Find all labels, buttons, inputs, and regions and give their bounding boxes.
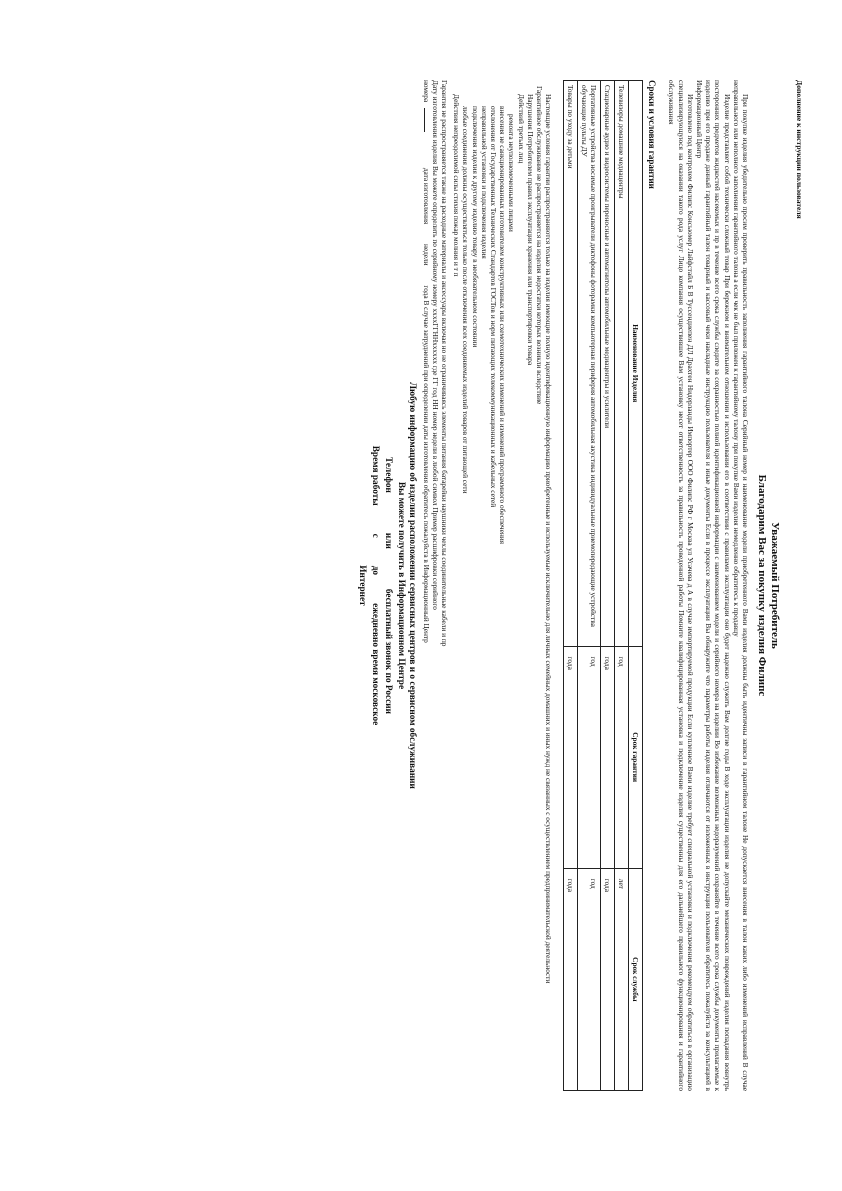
exclusions-note: Гарантия не распространяется также на расходные материалы и аксессуары включая но не ограничиваясь элементы питания батарейки наушники чехлы соединительные кабели и пр — [439, 80, 449, 647]
from-label: с — [370, 533, 381, 538]
manufacture-date-note: Дату изготовления изделия Вы можете определить по серийному номеру xxxxГГННxxxxxx где ГГ год НН номер недели в любой символ Пример расшифровки серийного — [430, 80, 440, 610]
terms-line: Действия непреодолимой силы стихия пожар молния и т п — [452, 94, 462, 277]
column-header-name: Наименование Изделия — [629, 81, 643, 647]
terms-line: Гарантийное обслуживание не распространяется на изделия недостатки которых возникли вследствие — [534, 86, 544, 405]
table-header-row — [629, 81, 643, 1091]
info-subheading: Вы можете получить в Информационном Центре — [396, 481, 407, 690]
phone-line — [382, 80, 393, 1091]
warranty-term-cell: года — [564, 646, 578, 868]
product-name-cell: Портативные устройства носимые проигрыватели диктофоны фоторамки компьютерная периферия автомобильная акустика индивидуальные приемопередающие устройства обучающие пульты ДУ — [578, 81, 601, 647]
hours-line — [369, 80, 380, 1091]
thanks-heading: Благодарим Вас за покупку изделия Филипс — [756, 474, 768, 697]
internet-line — [356, 80, 367, 1091]
blank-field — [424, 108, 431, 132]
warranty-section-title: Сроки и условия гарантии — [647, 80, 658, 189]
supplement-label: Дополнение к инструкции пользователя — [795, 80, 804, 219]
warranty-term-cell: год — [578, 646, 601, 868]
terms-line: неправильной установки и подключения изделия — [479, 106, 489, 259]
warranty-term-cell: года — [601, 646, 615, 868]
product-name-cell: Телевизоры домашние медиацентры — [615, 81, 629, 647]
greeting-heading: Уважаемый Потребитель — [769, 522, 781, 649]
to-label: до — [370, 565, 381, 576]
warranty-term-cell: год — [615, 646, 629, 868]
table-row — [578, 81, 601, 1091]
table-row — [615, 81, 629, 1091]
terms-line: отклонения от Государственных Технических Стандартов ГОСТов и норм питающих телекоммуникационных и кабельных сетей — [488, 106, 498, 508]
service-life-cell: год — [578, 868, 601, 1090]
year-note: года В случае затруднений при определении даты изготовления обратитесь пожалуйста в Информационный Центр — [421, 285, 431, 643]
warranty-terms — [452, 80, 553, 1091]
or-label: или — [383, 532, 394, 549]
date-label: дата изготовления — [421, 167, 431, 225]
terms-line: подключения изделия к другому изделию товару в необязательном состоянии — [470, 106, 480, 348]
info-heading: Любую информацию об изделии расположении сервисных центров и о сервисном обслуживании — [407, 382, 418, 789]
column-header-service: Срок службы — [629, 868, 643, 1090]
serial-example-line — [421, 80, 430, 1091]
internet-label: Интернет — [357, 565, 368, 606]
intro-paragraph: Изготовлено под контролем Филипс Консьюмер Лайфстайл Б В Туссендиепен ДЛ Драхтен Нидерланды Импортер ООО Филипс РФ г Москва ул Усачева д А в случае импортируемой продукции Если купленное Вами изделие требует специальной установки и подключения рекомендуем обратиться в организацию специализирующуюся на оказании такого рода услуг Лицо компания осуществившее Вам установку несет ответственность за правильность проведенной работы Помните квалифицированная установка и подключение изделия существенны для его дальнейшего правильного функционирования и гарантийного обслуживания — [667, 80, 695, 1091]
intro-paragraph: При покупке изделия убедительно просим проверить правильность заполнения гарантийного талона Серийный номер и наименование модели приобретенного Вами изделия должны быть идентичны записи в гарантийном талоне Не допускается внесения в талон каких либо изменений исправлений В случае неправильного или неполного заполнения гарантийного талона а если чек не был приложен к гарантийному талону при покупке Вами изделия немедленно обратитесь к продавцу — [731, 80, 750, 1091]
service-life-cell: года — [601, 868, 615, 1090]
weeks-label: недели — [421, 244, 431, 266]
column-header-warranty: Срок гарантии — [629, 646, 643, 868]
serial-label: номера — [421, 80, 431, 103]
terms-line: Действий третьих лиц — [516, 94, 526, 164]
terms-line: внесения не санкционированных изготовителем конструктивных или схемотехнических изменений и изменений программного обеспечения — [498, 106, 508, 544]
free-call-label: бесплатный звонок по России — [383, 588, 394, 714]
terms-line: ремонта неуполномоченными лицами — [507, 114, 517, 232]
hours-label: Время работы — [370, 445, 381, 506]
service-life-cell: года — [564, 868, 578, 1090]
service-life-cell: лет — [615, 868, 629, 1090]
product-name-cell: Стационарные аудио и видеосистемы переносные и автомагнитолы автомобильные медиацентры и усилители — [601, 81, 615, 647]
warranty-notes — [421, 80, 449, 1091]
terms-line: Нарушения Потребителем правил эксплуатации хранения или транспортировки товара — [525, 94, 535, 366]
product-name-cell: Товары по уходу за детьми — [564, 81, 578, 647]
terms-line: любые соединения должны осуществляться только после отключения всех соединяемых изделий товаров от питающей сети — [461, 106, 471, 494]
daily-label: ежедневно время московское — [370, 603, 381, 726]
warranty-table — [563, 80, 643, 1091]
intro-paragraph: Изделие представляет собой технически сложный товар При бережном и внимательном отношении и использовании его в соответствии с правилами эксплуатации оно будет надежно служить Вам долгие годы В ходе эксплуатации изделия не допускайте механических повреждений изделия попадания вовнутрь посторонних предметов жидкостей насекомых и пр в течение всего срока службы следите за сохранностью полной идентификационной информации с наименованием модели и серийного номера на изделии Во избежание возможных недоразумений сохраняйте в течение всего срока службы документы прилагаемые к изделию при его продаже данный гарантийный талон товарный и кассовый чеки накладные инструкцию пользователя и иные документы Если в процессе эксплуатации Вы обнаружите что параметры работы изделия отличаются от изложенных в инструкции пользователя обратитесь пожалуйста за консультацией в Информационный Центр — [694, 80, 732, 1091]
terms-paragraph: Настоящие условия гарантии распространяются только на изделия имеющие полную идентификационную информацию приобретенные и используемые исключительно для личных семейных домашних и иных нужд не связанных с осуществлением предпринимательской деятельности — [544, 94, 554, 984]
phone-label: Телефон — [383, 457, 394, 493]
table-row — [564, 81, 578, 1091]
table-row — [601, 81, 615, 1091]
